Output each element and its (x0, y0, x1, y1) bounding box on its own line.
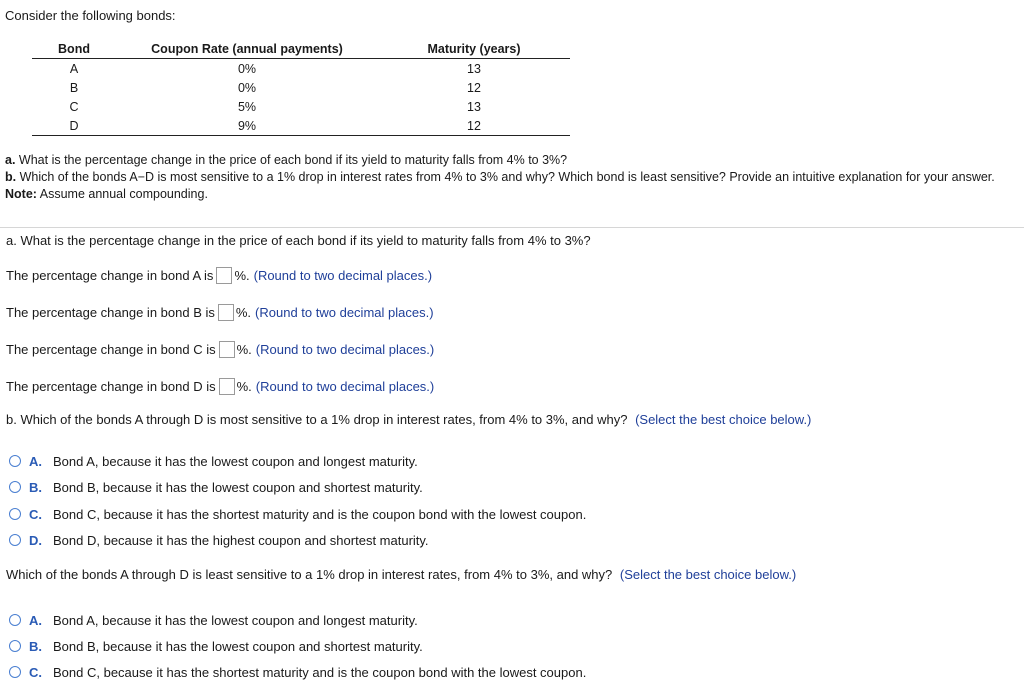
answer-row-bond-b (6, 302, 434, 322)
choice-text: Bond B, because it has the lowest coupon and shortest maturity. (53, 479, 423, 495)
select-choice-hint: (Select the best choice below.) (619, 567, 797, 582)
rounding-hint: (Round to two decimal places.) (255, 378, 435, 394)
choice-letter: B. (29, 638, 42, 654)
maturity-cell: 13 (467, 61, 481, 76)
coupon-cell: 9% (237, 118, 257, 133)
problem-statement (5, 152, 1020, 203)
problem-part-b (5, 169, 1020, 186)
part-b-most-question (6, 412, 811, 427)
least-sensitive-choice-a[interactable] (9, 610, 418, 630)
choice-text: Bond A, because it has the lowest coupon and longest maturity. (53, 453, 418, 469)
coupon-cell: 0% (237, 61, 257, 76)
answer-prefix: The percentage change in bond C is (6, 341, 216, 357)
choice-text: Bond A, because it has the lowest coupon and longest maturity. (53, 612, 418, 628)
most-sensitive-question-text: b. Which of the bonds A through D is most sensitive to a 1% drop in interest rates, from 4% to 3%, and why? (6, 412, 628, 427)
coupon-cell: 5% (237, 99, 257, 114)
section-divider (0, 227, 1024, 228)
note-label: Note: (5, 187, 37, 201)
radio-button[interactable] (9, 614, 21, 626)
bond-cell: A (69, 61, 79, 76)
select-choice-hint: (Select the best choice below.) (635, 412, 812, 427)
choice-letter: B. (29, 479, 42, 495)
choice-letter: C. (29, 664, 42, 680)
table-row (32, 116, 570, 136)
answer-prefix: The percentage change in bond B is (6, 304, 215, 320)
most-sensitive-choice-c[interactable] (9, 504, 586, 524)
least-sensitive-question-text: Which of the bonds A through D is least sensitive to a 1% drop in interest rates, from 4% to 3%, and why? (6, 567, 613, 582)
bonds-table (32, 40, 570, 136)
choice-letter: A. (29, 612, 42, 628)
part-a-text: What is the percentage change in the price of each bond if its yield to maturity falls from 4% to 3%? (18, 153, 568, 167)
radio-button[interactable] (9, 640, 21, 652)
most-sensitive-choice-b[interactable] (9, 477, 423, 497)
table-row (32, 97, 570, 116)
table-row (32, 78, 570, 97)
maturity-cell: 12 (467, 118, 481, 133)
bond-cell: D (69, 118, 79, 133)
intro-text: Consider the following bonds: (5, 8, 176, 23)
choice-text: Bond B, because it has the lowest coupon and shortest maturity. (53, 638, 423, 654)
radio-button[interactable] (9, 508, 21, 520)
bond-b-percent-input[interactable] (218, 304, 234, 321)
answer-suffix: %. (236, 341, 252, 357)
answer-suffix: %. (235, 304, 252, 320)
least-sensitive-choice-c[interactable] (9, 662, 586, 682)
least-sensitive-choice-b[interactable] (9, 636, 423, 656)
column-header-maturity: Maturity (years) (427, 42, 521, 56)
maturity-cell: 12 (467, 80, 481, 95)
bond-a-percent-input[interactable] (216, 267, 232, 284)
answer-suffix: %. (236, 378, 252, 394)
most-sensitive-choice-d[interactable] (9, 530, 429, 550)
bond-d-percent-input[interactable] (219, 378, 235, 395)
part-b-text: Which of the bonds A−D is most sensitive to a 1% drop in interest rates from 4% to 3% and why? Which bond is least sensitive? Provide an intuitive explanation for your answer. (19, 170, 995, 184)
answer-row-bond-d (6, 376, 434, 396)
table-header-row (32, 40, 570, 59)
most-sensitive-choice-a[interactable] (9, 451, 418, 471)
answer-row-bond-a (6, 265, 432, 285)
radio-button[interactable] (9, 666, 21, 678)
note-text: Assume annual compounding. (39, 187, 208, 201)
column-header-bond: Bond (58, 42, 90, 56)
choice-text: Bond C, because it has the shortest maturity and is the coupon bond with the lowest coupon. (53, 506, 587, 522)
radio-button[interactable] (9, 455, 21, 467)
bond-c-percent-input[interactable] (219, 341, 235, 358)
part-a-question: a. What is the percentage change in the price of each bond if its yield to maturity falls from 4% to 3%? (6, 233, 591, 248)
choice-letter: C. (29, 506, 42, 522)
rounding-hint: (Round to two decimal places.) (253, 267, 433, 283)
bond-cell: C (69, 99, 79, 114)
part-b-label: b. (5, 170, 17, 184)
choice-letter: A. (29, 453, 42, 469)
answer-row-bond-c (6, 339, 434, 359)
problem-note (5, 186, 1020, 203)
coupon-cell: 0% (237, 80, 257, 95)
choice-letter: D. (29, 532, 42, 548)
choice-text: Bond D, because it has the highest coupon and shortest maturity. (53, 532, 429, 548)
part-a-label: a. (5, 153, 16, 167)
answer-suffix: %. (234, 267, 250, 283)
rounding-hint: (Round to two decimal places.) (255, 341, 435, 357)
column-header-coupon-rate: Coupon Rate (annual payments) (151, 42, 343, 56)
radio-button[interactable] (9, 534, 21, 546)
answer-prefix: The percentage change in bond A is (6, 267, 214, 283)
maturity-cell: 13 (467, 99, 481, 114)
rounding-hint: (Round to two decimal places.) (255, 304, 434, 320)
bond-cell: B (69, 80, 79, 95)
choice-text: Bond C, because it has the shortest maturity and is the coupon bond with the lowest coupon. (53, 664, 587, 680)
table-row (32, 59, 570, 79)
part-b-least-question (6, 567, 796, 582)
problem-part-a (5, 152, 1020, 169)
radio-button[interactable] (9, 481, 21, 493)
answer-prefix: The percentage change in bond D is (6, 378, 216, 394)
